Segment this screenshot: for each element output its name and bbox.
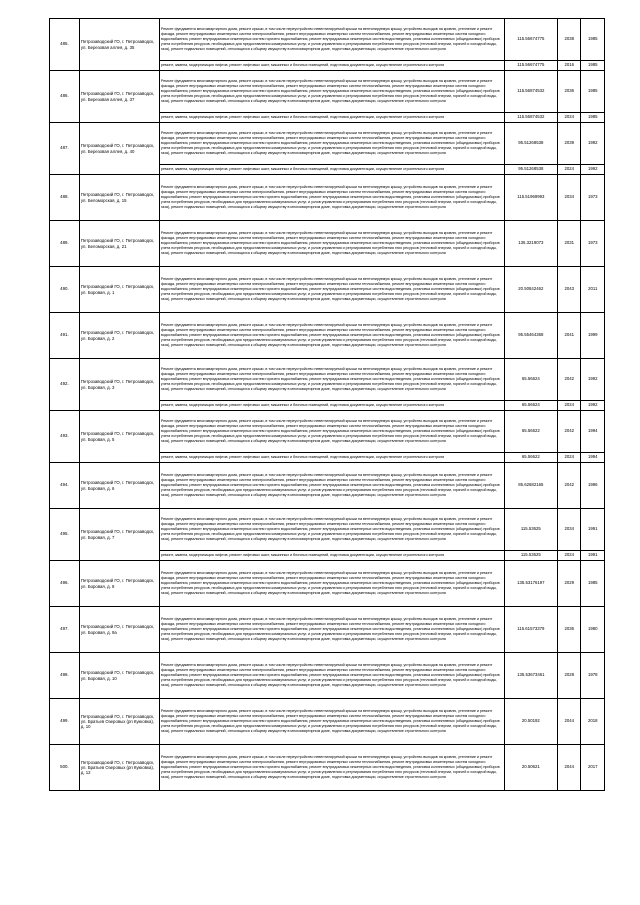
house-address: Петрозаводский ГО, г. Петрозаводск, ул. Боровая, д. 7 xyxy=(79,509,159,561)
table-row xyxy=(50,509,605,551)
house-address: Петрозаводский ГО, г. Петрозаводск, ул. Братьев Озеровых (рп Кукковка), д. 12 xyxy=(79,745,159,791)
house-address: Петрозаводский ГО, г. Петрозаводск, ул. Беломорская, д. 15 xyxy=(79,175,159,221)
year-built: 2017 xyxy=(581,745,605,791)
row-number: 485. xyxy=(50,19,80,71)
table-row xyxy=(50,561,605,607)
table-body xyxy=(50,19,605,791)
planned-year: 2038 xyxy=(558,19,581,61)
planned-year: 2044 xyxy=(558,699,581,745)
repair-works-description: ремонт, замена, модернизация лифтов, ремонт лифтовых шахт, машинных и блочных помещений, подготовка документации, осуществление строительного контроля xyxy=(159,113,504,123)
house-address: Петрозаводский ГО, г. Петрозаводск, ул. Боровая, д. 5 xyxy=(79,411,159,463)
year-built: 1985 xyxy=(581,61,605,71)
planned-year: 2028 xyxy=(558,653,581,699)
row-number: 495. xyxy=(50,509,80,561)
table-row xyxy=(50,411,605,453)
repair-works-description: Ремонт фундамента многоквартирного дома, ремонт крыши, в том числе переустройство невентилируемой крыши на вентилируемую крышу, устройство выходов на кровлю, утепление и ремонт фасада, ремонт внутридомовых инженерных систем электроснабжения, ремонт внутридомовых инженерных систем теплоснабжения, ремонт внутридомовых инженерных систем холодного водоснабжения, ремонт внутридомовых инженерных систем горячего водоснабжения, ремонт внутридомовых инженерных систем водоотведения, установка коллективных (общедомовых) приборов учета потребления ресурсов, необходимых для предоставления коммунальных услуг, и узлов управления и регулирования потребления этих ресурсов (тепловой энергии, горячей и холодной воды, газа), ремонт подвальных помещений, относящихся к общему имуществу в многоквартирном доме, подготовка документации, осуществление строительного контроля xyxy=(159,359,504,401)
table-row xyxy=(50,359,605,401)
repair-works-description: ремонт, замена, модернизация лифтов, ремонт лифтовых шахт, машинных и блочных помещений, подготовка документации, осуществление строительного контроля xyxy=(159,453,504,463)
cost-value: 115.53625 xyxy=(504,509,557,551)
planned-year: 2042 xyxy=(558,359,581,401)
repair-works-description: Ремонт фундамента многоквартирного дома, ремонт крыши, в том числе переустройство невентилируемой крыши на вентилируемую крышу, устройство выходов на кровлю, утепление и ремонт фасада, ремонт внутридомовых инженерных систем электроснабжения, ремонт внутридомовых инженерных систем теплоснабжения, ремонт внутридомовых инженерных систем холодного водоснабжения, ремонт внутридомовых инженерных систем горячего водоснабжения, ремонт внутридомовых инженерных систем водоотведения, установка коллективных (общедомовых) приборов учета потребления ресурсов, необходимых для предоставления коммунальных услуг, и узлов управления и регулирования потребления этих ресурсов (тепловой энергии, горячей и холодной воды, газа), ремонт подвальных помещений, относящихся к общему имуществу в многоквартирном доме, подготовка документации, осуществление строительного контроля xyxy=(159,509,504,551)
capital-repair-table xyxy=(49,18,605,791)
year-built: 1985 xyxy=(581,19,605,61)
repair-works-description: Ремонт фундамента многоквартирного дома, ремонт крыши, в том числе переустройство невентилируемой крыши на вентилируемую крышу, устройство выходов на кровлю, утепление и ремонт фасада, ремонт внутридомовых инженерных систем электроснабжения, ремонт внутридомовых инженерных систем теплоснабжения, ремонт внутридомовых инженерных систем холодного водоснабжения, ремонт внутридомовых инженерных систем горячего водоснабжения, ремонт внутридомовых инженерных систем водоотведения, установка коллективных (общедомовых) приборов учета потребления ресурсов, необходимых для предоставления коммунальных услуг, и узлов управления и регулирования потребления этих ресурсов (тепловой энергии, горячей и холодной воды, газа), ремонт подвальных помещений, относящихся к общему имуществу в многоквартирном доме, подготовка документации, осуществление строительного контроля xyxy=(159,463,504,509)
repair-works-description: Ремонт фундамента многоквартирного дома, ремонт крыши, в том числе переустройство невентилируемой крыши на вентилируемую крышу, устройство выходов на кровлю, утепление и ремонт фасада, ремонт внутридомовых инженерных систем электроснабжения, ремонт внутридомовых инженерных систем теплоснабжения, ремонт внутридомовых инженерных систем холодного водоснабжения, ремонт внутридомовых инженерных систем горячего водоснабжения, ремонт внутридомовых инженерных систем водоотведения, установка коллективных (общедомовых) приборов учета потребления ресурсов, необходимых для предоставления коммунальных услуг, и узлов управления и регулирования потребления этих ресурсов (тепловой энергии, горячей и холодной воды, газа), ремонт подвальных помещений, относящихся к общему имуществу в многоквартирном доме, подготовка документации, осуществление строительного контроля xyxy=(159,19,504,61)
planned-year: 2034 xyxy=(558,509,581,551)
year-built: 1991 xyxy=(581,551,605,561)
repair-works-description: Ремонт фундамента многоквартирного дома, ремонт крыши, в том числе переустройство невентилируемой крыши на вентилируемую крышу, устройство выходов на кровлю, утепление и ремонт фасада, ремонт внутридомовых инженерных систем электроснабжения, ремонт внутридомовых инженерных систем теплоснабжения, ремонт внутридомовых инженерных систем холодного водоснабжения, ремонт внутридомовых инженерных систем горячего водоснабжения, ремонт внутридомовых инженерных систем водоотведения, установка коллективных (общедомовых) приборов учета потребления ресурсов, необходимых для предоставления коммунальных услуг, и узлов управления и регулирования потребления этих ресурсов (тепловой энергии, горячей и холодной воды, газа), ремонт подвальных помещений, относящихся к общему имуществу в многоквартирном доме, подготовка документации, осуществление строительного контроля xyxy=(159,267,504,313)
planned-year: 2039 xyxy=(558,123,581,165)
table-row xyxy=(50,745,605,791)
planned-year: 2024 xyxy=(558,401,581,411)
row-number: 490. xyxy=(50,267,80,313)
cost-value: 20.50192 xyxy=(504,699,557,745)
row-number: 497. xyxy=(50,607,80,653)
year-built: 1985 xyxy=(581,71,605,113)
cost-value: 115.53625 xyxy=(504,551,557,561)
planned-year: 2016 xyxy=(558,61,581,71)
planned-year: 2036 xyxy=(558,71,581,113)
cost-value: 115.56874532 xyxy=(504,71,557,113)
house-address: Петрозаводский ГО, г. Петрозаводск, ул. Боровая, д. 10 xyxy=(79,653,159,699)
row-number: 491. xyxy=(50,313,80,359)
cost-value: 115.61573379 xyxy=(504,607,557,653)
table-row xyxy=(50,175,605,221)
planned-year: 2041 xyxy=(558,313,581,359)
row-number: 498. xyxy=(50,653,80,699)
table-row xyxy=(50,19,605,61)
house-address: Петрозаводский ГО, г. Петрозаводск, ул. Боровая, д. 2 xyxy=(79,313,159,359)
table-row xyxy=(50,267,605,313)
cost-value: 65.56622 xyxy=(504,453,557,463)
row-number: 499. xyxy=(50,699,80,745)
year-built: 1992 xyxy=(581,165,605,175)
repair-works-description: ремонт, замена, модернизация лифтов, ремонт лифтовых шахт, машинных и блочных помещений, подготовка документации, осуществление строительного контроля xyxy=(159,165,504,175)
house-address: Петрозаводский ГО, г. Петрозаводск, ул. Боровая, д. 1 xyxy=(79,267,159,313)
planned-year: 2036 xyxy=(558,607,581,653)
year-built: 1978 xyxy=(581,653,605,699)
repair-works-description: Ремонт фундамента многоквартирного дома, ремонт крыши, в том числе переустройство невентилируемой крыши на вентилируемую крышу, устройство выходов на кровлю, утепление и ремонт фасада, ремонт внутридомовых инженерных систем электроснабжения, ремонт внутридомовых инженерных систем теплоснабжения, ремонт внутридомовых инженерных систем холодного водоснабжения, ремонт внутридомовых инженерных систем горячего водоснабжения, ремонт внутридомовых инженерных систем водоотведения, установка коллективных (общедомовых) приборов учета потребления ресурсов, необходимых для предоставления коммунальных услуг, и узлов управления и регулирования потребления этих ресурсов (тепловой энергии, горячей и холодной воды, газа), ремонт подвальных помещений, относящихся к общему имуществу в многоквартирном доме, подготовка документации, осуществление строительного контроля xyxy=(159,175,504,221)
row-number: 496. xyxy=(50,561,80,607)
cost-value: 115.56874532 xyxy=(504,113,557,123)
repair-works-description: ремонт, замена, модернизация лифтов, ремонт лифтовых шахт, машинных и блочных помещений, подготовка документации, осуществление строительного контроля xyxy=(159,61,504,71)
house-address: Петрозаводский ГО, г. Петрозаводск, ул. Боровая, д. 9а xyxy=(79,607,159,653)
planned-year: 2024 xyxy=(558,113,581,123)
year-built: 2011 xyxy=(581,267,605,313)
row-number: 492. xyxy=(50,359,80,411)
row-number: 500. xyxy=(50,745,80,791)
cost-value: 20.50621 xyxy=(504,745,557,791)
repair-works-description: Ремонт фундамента многоквартирного дома, ремонт крыши, в том числе переустройство невентилируемой крыши на вентилируемую крышу, устройство выходов на кровлю, утепление и ремонт фасада, ремонт внутридомовых инженерных систем электроснабжения, ремонт внутридомовых инженерных систем теплоснабжения, ремонт внутридомовых инженерных систем холодного водоснабжения, ремонт внутридомовых инженерных систем горячего водоснабжения, ремонт внутридомовых инженерных систем водоотведения, установка коллективных (общедомовых) приборов учета потребления ресурсов, необходимых для предоставления коммунальных услуг, и узлов управления и регулирования потребления этих ресурсов (тепловой энергии, горячей и холодной воды, газа), ремонт подвальных помещений, относящихся к общему имуществу в многоквартирном доме, подготовка документации, осуществление строительного контроля xyxy=(159,411,504,453)
cost-value: 95.55464368 xyxy=(504,313,557,359)
cost-value: 65.56622 xyxy=(504,411,557,453)
table-row xyxy=(50,699,605,745)
cost-value: 95.51268538 xyxy=(504,165,557,175)
repair-works-description: Ремонт фундамента многоквартирного дома, ремонт крыши, в том числе переустройство невентилируемой крыши на вентилируемую крышу, устройство выходов на кровлю, утепление и ремонт фасада, ремонт внутридомовых инженерных систем электроснабжения, ремонт внутридомовых инженерных систем теплоснабжения, ремонт внутридомовых инженерных систем холодного водоснабжения, ремонт внутридомовых инженерных систем горячего водоснабжения, ремонт внутридомовых инженерных систем водоотведения, установка коллективных (общедомовых) приборов учета потребления ресурсов, необходимых для предоставления коммунальных услуг, и узлов управления и регулирования потребления этих ресурсов (тепловой энергии, горячей и холодной воды, газа), ремонт подвальных помещений, относящихся к общему имуществу в многоквартирном доме, подготовка документации, осуществление строительного контроля xyxy=(159,221,504,267)
planned-year: 2034 xyxy=(558,175,581,221)
cost-value: 135.53176197 xyxy=(504,561,557,607)
year-built: 1985 xyxy=(581,113,605,123)
repair-works-description: Ремонт фундамента многоквартирного дома, ремонт крыши, в том числе переустройство невентилируемой крыши на вентилируемую крышу, устройство выходов на кровлю, утепление и ремонт фасада, ремонт внутридомовых инженерных систем электроснабжения, ремонт внутридомовых инженерных систем теплоснабжения, ремонт внутридомовых инженерных систем холодного водоснабжения, ремонт внутридомовых инженерных систем горячего водоснабжения, ремонт внутридомовых инженерных систем водоотведения, установка коллективных (общедомовых) приборов учета потребления ресурсов, необходимых для предоставления коммунальных услуг, и узлов управления и регулирования потребления этих ресурсов (тепловой энергии, горячей и холодной воды, газа), ремонт подвальных помещений, относящихся к общему имуществу в многоквартирном доме, подготовка документации, осуществление строительного контроля xyxy=(159,653,504,699)
row-number: 494. xyxy=(50,463,80,509)
planned-year: 2043 xyxy=(558,267,581,313)
year-built: 1973 xyxy=(581,221,605,267)
row-number: 487. xyxy=(50,123,80,175)
repair-works-description: Ремонт фундамента многоквартирного дома, ремонт крыши, в том числе переустройство невентилируемой крыши на вентилируемую крышу, устройство выходов на кровлю, утепление и ремонт фасада, ремонт внутридомовых инженерных систем электроснабжения, ремонт внутридомовых инженерных систем теплоснабжения, ремонт внутридомовых инженерных систем холодного водоснабжения, ремонт внутридомовых инженерных систем горячего водоснабжения, ремонт внутридомовых инженерных систем водоотведения, установка коллективных (общедомовых) приборов учета потребления ресурсов, необходимых для предоставления коммунальных услуг, и узлов управления и регулирования потребления этих ресурсов (тепловой энергии, горячей и холодной воды, газа), ремонт подвальных помещений, относящихся к общему имуществу в многоквартирном доме, подготовка документации, осуществление строительного контроля xyxy=(159,561,504,607)
year-built: 1991 xyxy=(581,509,605,551)
year-built: 1992 xyxy=(581,401,605,411)
repair-works-description: Ремонт фундамента многоквартирного дома, ремонт крыши, в том числе переустройство невентилируемой крыши на вентилируемую крышу, устройство выходов на кровлю, утепление и ремонт фасада, ремонт внутридомовых инженерных систем электроснабжения, ремонт внутридомовых инженерных систем теплоснабжения, ремонт внутридомовых инженерных систем холодного водоснабжения, ремонт внутридомовых инженерных систем горячего водоснабжения, ремонт внутридомовых инженерных систем водоотведения, установка коллективных (общедомовых) приборов учета потребления ресурсов, необходимых для предоставления коммунальных услуг, и узлов управления и регулирования потребления этих ресурсов (тепловой энергии, горячей и холодной воды, газа), ремонт подвальных помещений, относящихся к общему имуществу в многоквартирном доме, подготовка документации, осуществление строительного контроля xyxy=(159,745,504,791)
repair-works-description: Ремонт фундамента многоквартирного дома, ремонт крыши, в том числе переустройство невентилируемой крыши на вентилируемую крышу, устройство выходов на кровлю, утепление и ремонт фасада, ремонт внутридомовых инженерных систем электроснабжения, ремонт внутридомовых инженерных систем теплоснабжения, ремонт внутридомовых инженерных систем холодного водоснабжения, ремонт внутридомовых инженерных систем горячего водоснабжения, ремонт внутридомовых инженерных систем водоотведения, установка коллективных (общедомовых) приборов учета потребления ресурсов, необходимых для предоставления коммунальных услуг, и узлов управления и регулирования потребления этих ресурсов (тепловой энергии, горячей и холодной воды, газа), ремонт подвальных помещений, относящихся к общему имуществу в многоквартирном доме, подготовка документации, осуществление строительного контроля xyxy=(159,123,504,165)
cost-value: 65.56624 xyxy=(504,359,557,401)
year-built: 1996 xyxy=(581,463,605,509)
planned-year: 2029 xyxy=(558,561,581,607)
cost-value: 95.51268538 xyxy=(504,123,557,165)
house-address: Петрозаводский ГО, г. Петрозаводск, ул. Березовая аллея, д. 40 xyxy=(79,123,159,175)
table-row xyxy=(50,221,605,267)
row-number: 488. xyxy=(50,175,80,221)
house-address: Петрозаводский ГО, г. Петрозаводск, ул. Березовая аллея, д. 37 xyxy=(79,71,159,123)
house-address: Петрозаводский ГО, г. Петрозаводск, ул. Братьев Озеровых (рп Кукковка), д. 10 xyxy=(79,699,159,745)
cost-value: 85.62682165 xyxy=(504,463,557,509)
cost-value: 115.56674775 xyxy=(504,61,557,71)
cost-value: 20.50842462 xyxy=(504,267,557,313)
row-number: 489. xyxy=(50,221,80,267)
cost-value: 115.56674775 xyxy=(504,19,557,61)
table-row xyxy=(50,71,605,113)
house-address: Петрозаводский ГО, г. Петрозаводск, ул. Боровая, д. 3 xyxy=(79,359,159,411)
repair-works-description: Ремонт фундамента многоквартирного дома, ремонт крыши, в том числе переустройство невентилируемой крыши на вентилируемую крышу, устройство выходов на кровлю, утепление и ремонт фасада, ремонт внутридомовых инженерных систем электроснабжения, ремонт внутридомовых инженерных систем теплоснабжения, ремонт внутридомовых инженерных систем холодного водоснабжения, ремонт внутридомовых инженерных систем горячего водоснабжения, ремонт внутридомовых инженерных систем водоотведения, установка коллективных (общедомовых) приборов учета потребления ресурсов, необходимых для предоставления коммунальных услуг, и узлов управления и регулирования потребления этих ресурсов (тепловой энергии, горячей и холодной воды, газа), ремонт подвальных помещений, относящихся к общему имуществу в многоквартирном доме, подготовка документации, осуществление строительного контроля xyxy=(159,313,504,359)
repair-works-description: ремонт, замена, модернизация лифтов, ремонт лифтовых шахт, машинных и блочных помещений, подготовка документации, осуществление строительного контроля xyxy=(159,401,504,411)
table-row xyxy=(50,313,605,359)
year-built: 1980 xyxy=(581,607,605,653)
repair-works-description: Ремонт фундамента многоквартирного дома, ремонт крыши, в том числе переустройство невентилируемой крыши на вентилируемую крышу, устройство выходов на кровлю, утепление и ремонт фасада, ремонт внутридомовых инженерных систем электроснабжения, ремонт внутридомовых инженерных систем теплоснабжения, ремонт внутридомовых инженерных систем холодного водоснабжения, ремонт внутридомовых инженерных систем горячего водоснабжения, ремонт внутридомовых инженерных систем водоотведения, установка коллективных (общедомовых) приборов учета потребления ресурсов, необходимых для предоставления коммунальных услуг, и узлов управления и регулирования потребления этих ресурсов (тепловой энергии, горячей и холодной воды, газа), ремонт подвальных помещений, относящихся к общему имуществу в многоквартирном доме, подготовка документации, осуществление строительного контроля xyxy=(159,699,504,745)
year-built: 1994 xyxy=(581,411,605,453)
row-number: 493. xyxy=(50,411,80,463)
planned-year: 2042 xyxy=(558,463,581,509)
house-address: Петрозаводский ГО, г. Петрозаводск, ул. Боровая, д. 8 xyxy=(79,561,159,607)
cost-value: 135.53673461 xyxy=(504,653,557,699)
house-address: Петрозаводский ГО, г. Петрозаводск, ул. Березовая аллея, д. 35 xyxy=(79,19,159,71)
repair-works-description: Ремонт фундамента многоквартирного дома, ремонт крыши, в том числе переустройство невентилируемой крыши на вентилируемую крышу, устройство выходов на кровлю, утепление и ремонт фасада, ремонт внутридомовых инженерных систем электроснабжения, ремонт внутридомовых инженерных систем теплоснабжения, ремонт внутридомовых инженерных систем холодного водоснабжения, ремонт внутридомовых инженерных систем горячего водоснабжения, ремонт внутридомовых инженерных систем водоотведения, установка коллективных (общедомовых) приборов учета потребления ресурсов, необходимых для предоставления коммунальных услуг, и узлов управления и регулирования потребления этих ресурсов (тепловой энергии, горячей и холодной воды, газа), ремонт подвальных помещений, относящихся к общему имуществу в многоквартирном доме, подготовка документации, осуществление строительного контроля xyxy=(159,607,504,653)
table-row xyxy=(50,607,605,653)
row-number: 486. xyxy=(50,71,80,123)
house-address: Петрозаводский ГО, г. Петрозаводск, ул. Беломорская, д. 21 xyxy=(79,221,159,267)
repair-works-description: Ремонт фундамента многоквартирного дома, ремонт крыши, в том числе переустройство невентилируемой крыши на вентилируемую крышу, устройство выходов на кровлю, утепление и ремонт фасада, ремонт внутридомовых инженерных систем электроснабжения, ремонт внутридомовых инженерных систем теплоснабжения, ремонт внутридомовых инженерных систем холодного водоснабжения, ремонт внутридомовых инженерных систем горячего водоснабжения, ремонт внутридомовых инженерных систем водоотведения, установка коллективных (общедомовых) приборов учета потребления ресурсов, необходимых для предоставления коммунальных услуг, и узлов управления и регулирования потребления этих ресурсов (тепловой энергии, горячей и холодной воды, газа), ремонт подвальных помещений, относящихся к общему имуществу в многоквартирном доме, подготовка документации, осуществление строительного контроля xyxy=(159,71,504,113)
repair-works-description: ремонт, замена, модернизация лифтов, ремонт лифтовых шахт, машинных и блочных помещений, подготовка документации, осуществление строительного контроля xyxy=(159,551,504,561)
planned-year: 2031 xyxy=(558,221,581,267)
year-built: 1992 xyxy=(581,123,605,165)
house-address: Петрозаводский ГО, г. Петрозаводск, ул. Боровая, д. 6 xyxy=(79,463,159,509)
cost-value: 65.56624 xyxy=(504,401,557,411)
planned-year: 2024 xyxy=(558,551,581,561)
cost-value: 135.3219073 xyxy=(504,221,557,267)
year-built: 2018 xyxy=(581,699,605,745)
year-built: 1973 xyxy=(581,175,605,221)
planned-year: 2042 xyxy=(558,411,581,453)
planned-year: 2024 xyxy=(558,165,581,175)
table-row xyxy=(50,653,605,699)
table-row xyxy=(50,463,605,509)
year-built: 1985 xyxy=(581,561,605,607)
year-built: 1994 xyxy=(581,453,605,463)
planned-year: 2024 xyxy=(558,453,581,463)
cost-value: 115.51969993 xyxy=(504,175,557,221)
year-built: 1992 xyxy=(581,359,605,401)
table-row xyxy=(50,123,605,165)
planned-year: 2044 xyxy=(558,745,581,791)
year-built: 1999 xyxy=(581,313,605,359)
